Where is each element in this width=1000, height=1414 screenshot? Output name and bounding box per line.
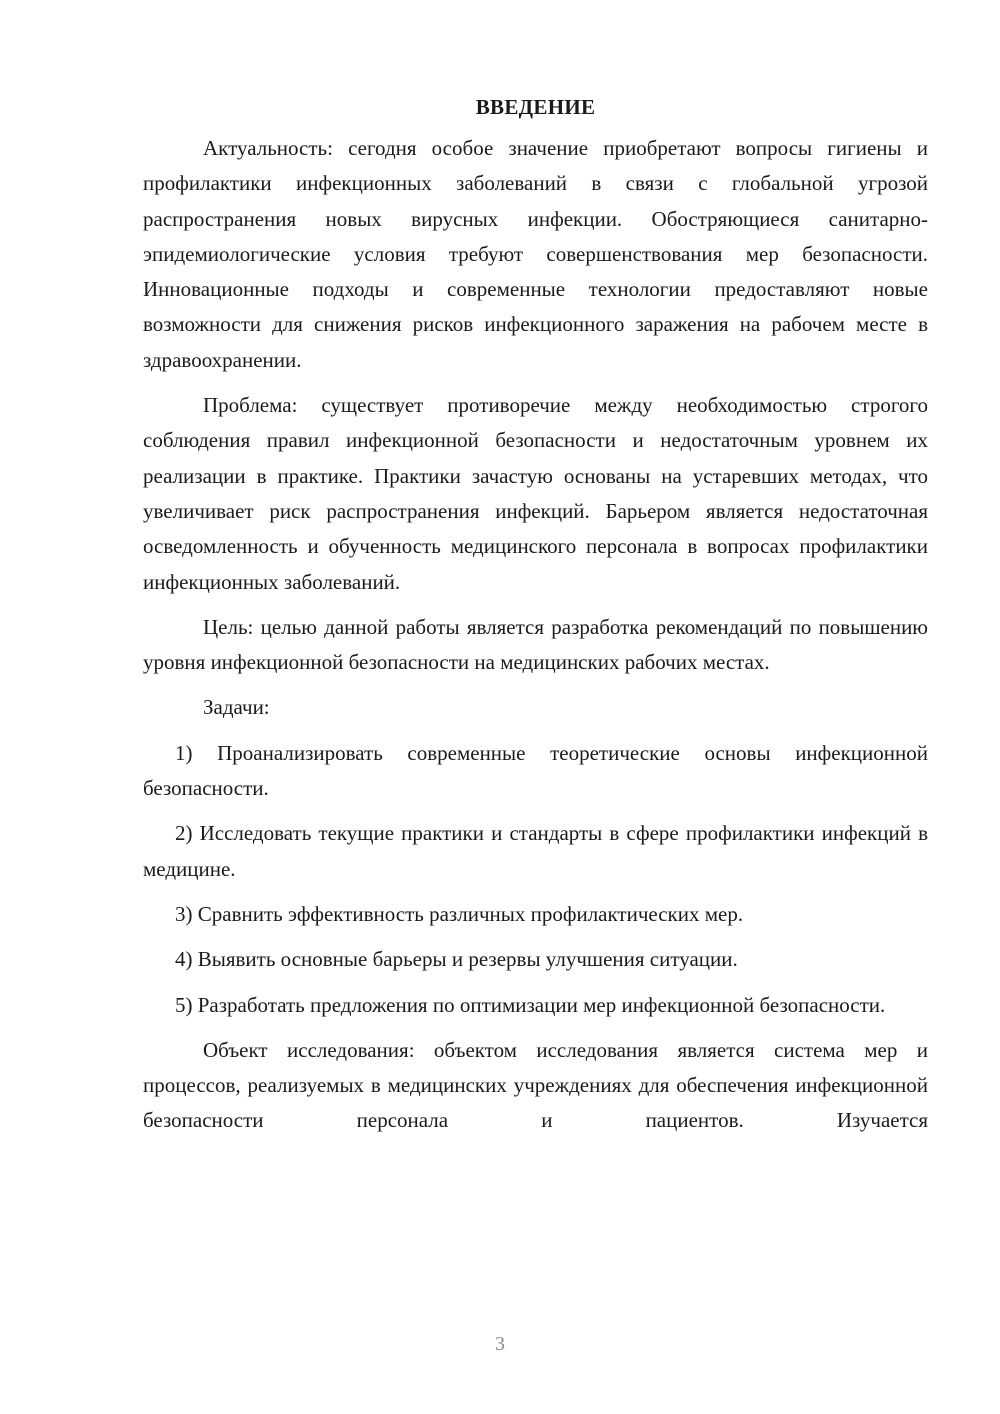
section-heading: ВВЕДЕНИЕ — [475, 95, 596, 119]
task-item: 3) Сравнить эффективность различных профилактических мер. — [175, 901, 744, 926]
paragraph-object: Объект исследования: объектом исследования является система мер и процессов, реализуемых в медицинских учреждениях для обеспечения инфекционной безопасности персонала и пациентов. Изучается — [143, 1037, 928, 1133]
paragraph-goal: Цель: целью данной работы является разработка рекомендаций по повышению уровня инфекционной безопасности на медицинских рабочих местах. — [143, 614, 928, 675]
task-item: 4) Выявить основные барьеры и резервы улучшения ситуации. — [175, 947, 738, 972]
paragraph-relevance: Актуальность: сегодня особое значение приобретают вопросы гигиены и профилактики инфекционных заболеваний в связи с глобальной угрозой распространения новых вирусных инфекции. Обостряющиеся санитарно-эпидемиологические условия требуют совершенствования мер безопасности. Инновационные подходы и современные технологии предоставляют новые возможности для снижения рисков инфекционного заражения на рабочем месте в здравоохранении. — [143, 136, 928, 372]
page-number: 3 — [495, 1333, 505, 1355]
document-page — [143, 90, 928, 1149]
task-item: 2) Исследовать текущие практики и стандарты в сфере профилактики инфекций в медицине. — [143, 821, 928, 881]
task-item: 1) Проанализировать современные теоретические основы инфекционной безопасности. — [143, 740, 928, 801]
task-item: 5) Разработать предложения по оптимизации мер инфекционной безопасности. — [175, 992, 886, 1017]
paragraph-problem: Проблема: существует противоречие между необходимостью строгого соблюдения правил инфекционной безопасности и недостаточным уровнем их реализации в практике. Практики зачастую основаны на устаревших методах, что увеличивает риск распространения инфекций. Барьером является недостаточная осведомленность и обученность медицинского персонала в вопросах профилактики инфекционных заболеваний. — [143, 393, 928, 594]
paragraph-tasks-label: Задачи: — [203, 695, 270, 720]
